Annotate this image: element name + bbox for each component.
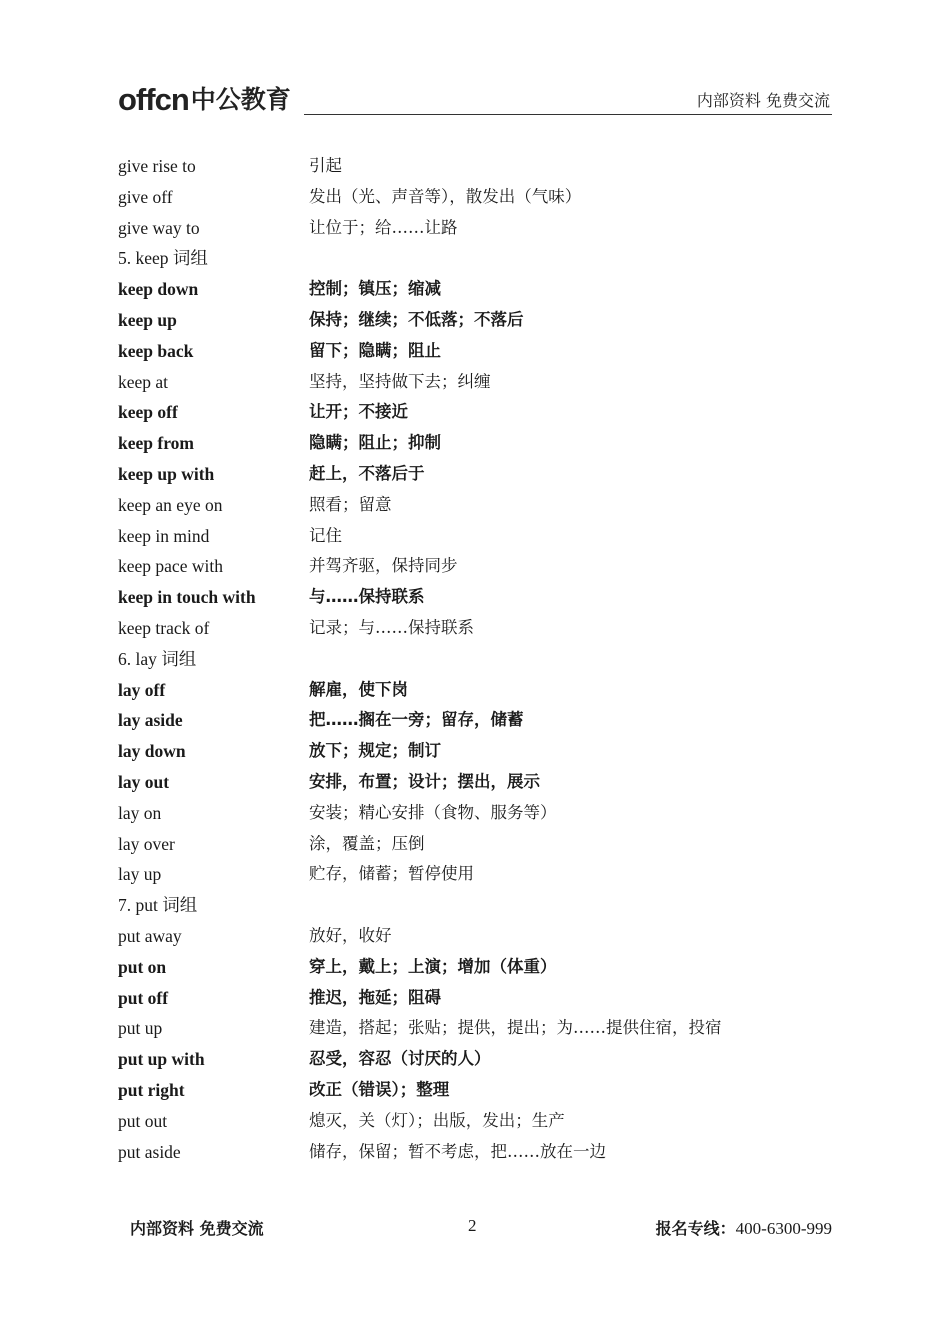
- phrase-row: [118, 521, 832, 552]
- phrase-row: [118, 397, 832, 428]
- phrase-row: [118, 336, 832, 367]
- phrase-cn: 记录；与……保持联系: [309, 617, 474, 637]
- phrase-cn: 安排，布置；设计；摆出，展示: [309, 771, 540, 791]
- phrase-en: keep up with: [118, 463, 215, 484]
- phrase-row: [118, 1044, 832, 1075]
- phrase-cn: 发出（光、声音等），散发出（气味）: [309, 186, 582, 206]
- phrase-en: lay over: [118, 833, 175, 854]
- section-heading: [118, 243, 832, 274]
- phrase-cn: 推迟，拖延；阻碍: [309, 987, 441, 1007]
- phrase-row: [118, 983, 832, 1014]
- phrase-en: keep at: [118, 371, 169, 392]
- phrase-en: lay aside: [118, 710, 183, 731]
- phrase-en: keep off: [118, 402, 178, 423]
- phrase-en: put right: [118, 1079, 185, 1100]
- phrase-cn: 储存，保留；暂不考虑，把……放在一边: [309, 1141, 606, 1161]
- phrase-cn: 让开；不接近: [309, 402, 408, 422]
- phrase-cn: 把……搁在一旁；留存，储蓄: [309, 710, 524, 730]
- header-divider: [304, 114, 832, 115]
- phrase-cn: 与……保持联系: [309, 587, 425, 607]
- phrase-en: lay out: [118, 771, 170, 792]
- phrase-cn: 引起: [309, 156, 342, 175]
- page-header: [118, 74, 832, 118]
- phrase-row: [118, 921, 832, 952]
- phrase-en: put off: [118, 987, 169, 1008]
- phrase-cn: 让位于；给……让路: [309, 217, 458, 237]
- phrase-row: [118, 736, 832, 767]
- phrase-en: lay down: [118, 741, 186, 762]
- phrase-cn: 记住: [309, 525, 342, 545]
- phrase-cn: 熄灭，关（灯）；出版，发出；生产: [309, 1110, 565, 1130]
- section-heading: [118, 890, 832, 921]
- phrase-en: lay on: [118, 802, 162, 823]
- phrase-en: give rise to: [118, 156, 196, 176]
- phrase-en: put away: [118, 925, 182, 946]
- phrase-row: [118, 182, 832, 213]
- phrase-row: [118, 952, 832, 983]
- phrase-row: [118, 767, 832, 798]
- phrase-cn: 解雇，使下岗: [309, 679, 408, 699]
- header-note: 内部资料 免费交流: [696, 91, 830, 110]
- phrase-row: [118, 1106, 832, 1137]
- phrase-row: [118, 675, 832, 706]
- phrase-en: put out: [118, 1110, 168, 1131]
- phrase-en: keep up: [118, 309, 177, 330]
- phrase-en: put up: [118, 1018, 163, 1039]
- phrase-list: [118, 151, 832, 1167]
- phrase-row: [118, 459, 832, 490]
- phrase-en: put on: [118, 956, 167, 977]
- phrase-en: give way to: [118, 217, 200, 238]
- phrase-cn: 照看；留意: [309, 494, 392, 514]
- footer-note: 内部资料 免费交流: [130, 1219, 264, 1238]
- phrase-en: keep in mind: [118, 525, 210, 546]
- phrase-en: put aside: [118, 1141, 181, 1162]
- phrase-cn: 贮存，储蓄；暂停使用: [309, 864, 474, 884]
- logo-text-en: offcn: [118, 82, 189, 117]
- phrase-en: keep down: [118, 279, 199, 300]
- section-title: 5. keep 词组: [118, 248, 208, 269]
- phrase-row: [118, 798, 832, 829]
- phrase-cn: 改正（错误）；整理: [309, 1079, 450, 1099]
- phrase-row: [118, 582, 832, 613]
- phrase-en: keep pace with: [118, 556, 223, 577]
- phrase-row: [118, 1137, 832, 1168]
- phrase-row: [118, 274, 832, 305]
- phrase-cn: 建造，搭起；张贴；提供，提出；为……提供住宿，投宿: [309, 1018, 722, 1038]
- phrase-row: [118, 613, 832, 644]
- phrase-cn: 安装；精心安排（食物、服务等）: [309, 802, 557, 822]
- phrase-cn: 赶上，不落后于: [309, 463, 425, 483]
- phrase-row: [118, 1075, 832, 1106]
- phrase-cn: 留下；隐瞒；阻止: [309, 340, 441, 360]
- phrase-row: [118, 213, 832, 244]
- phrase-cn: 放下；规定；制订: [309, 741, 441, 761]
- footer-hotline: [656, 1216, 832, 1239]
- phrase-cn: 保持；继续；不低落；不落后: [309, 309, 524, 329]
- phrase-en: lay up: [118, 864, 162, 885]
- phrase-cn: 隐瞒；阻止；抑制: [309, 433, 441, 453]
- phrase-cn: 坚持，坚持做下去；纠缠: [309, 371, 491, 391]
- phrase-row: [118, 859, 832, 890]
- phrase-row: [118, 151, 832, 182]
- page-footer: [130, 1216, 832, 1240]
- section-heading: [118, 644, 832, 675]
- phrase-row: [118, 490, 832, 521]
- phrase-cn: 放好，收好: [309, 925, 392, 945]
- phrase-row: [118, 428, 832, 459]
- phrase-row: [118, 705, 832, 736]
- logo-text-cn: 中公教育: [190, 85, 291, 114]
- phrase-row: [118, 551, 832, 582]
- phrase-en: keep from: [118, 433, 194, 454]
- phrase-en: give off: [118, 186, 173, 207]
- phrase-en: put up with: [118, 1049, 205, 1070]
- hotline-label: 报名专线：: [655, 1219, 736, 1238]
- section-title: 7. put 词组: [118, 895, 198, 916]
- phrase-row: [118, 829, 832, 860]
- phrase-cn: 穿上，戴上；上演；增加（体重）: [309, 956, 557, 976]
- section-title: 6. lay 词组: [118, 648, 197, 669]
- phrase-row: [118, 305, 832, 336]
- phrase-cn: 涂，覆盖；压倒: [309, 833, 425, 853]
- phrase-row: [118, 367, 832, 398]
- page-number: 2: [468, 1216, 477, 1235]
- phrase-en: keep back: [118, 340, 194, 361]
- phrase-en: keep track of: [118, 617, 210, 638]
- phrase-cn: 控制；镇压；缩减: [309, 279, 441, 299]
- phrase-row: [118, 1013, 832, 1044]
- phrase-cn: 并驾齐驱，保持同步: [309, 556, 458, 576]
- phrase-en: keep an eye on: [118, 494, 223, 515]
- hotline-number: 400-6300-999: [735, 1219, 832, 1238]
- phrase-en: keep in touch with: [118, 587, 256, 608]
- phrase-cn: 忍受，容忍（讨厌的人）: [309, 1049, 491, 1069]
- offcn-logo: [118, 74, 291, 118]
- phrase-en: lay off: [118, 679, 166, 700]
